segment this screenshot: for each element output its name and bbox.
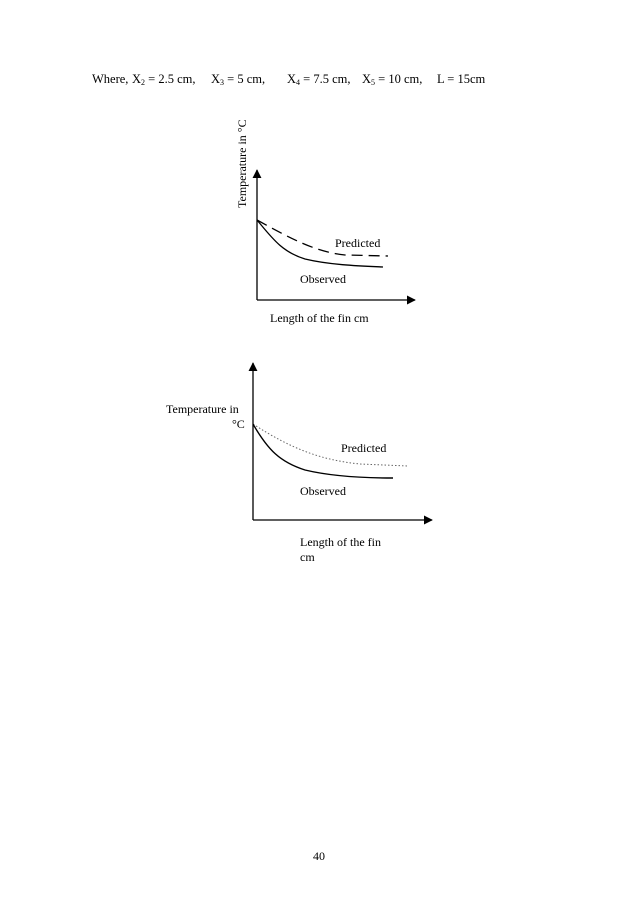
figure2-predicted-label: Predicted	[341, 441, 387, 455]
figure2-observed-label: Observed	[300, 484, 346, 498]
figure2-y-axis-label-line2: °C	[232, 417, 245, 431]
x5-definition: $X_5 = 10$ cm,	[362, 72, 423, 87]
figure2-x-axis-label-line2: cm	[300, 550, 315, 564]
figure1-predicted-label: Predicted	[335, 236, 381, 250]
figure2-x-axis-label-line1: Length of the fin	[300, 535, 381, 549]
figure1-observed-label: Observed	[300, 272, 346, 286]
figure1-x-axis-label: Length of the fin cm	[270, 311, 369, 325]
x4-definition: $X_4 = 7.5$ cm,	[287, 72, 351, 87]
length-definition: L = 15cm	[437, 72, 486, 86]
x3-definition: $X_3 = 5$ cm,	[211, 72, 266, 87]
x2-definition: $X_2 = 2.5$ cm,	[132, 72, 196, 87]
figure2-y-axis-label-line1: Temperature in	[166, 402, 239, 416]
page-number: 40	[313, 849, 325, 863]
where-label: Where,	[92, 72, 129, 86]
figure1-y-axis-label: Temperature in °C	[235, 119, 249, 208]
